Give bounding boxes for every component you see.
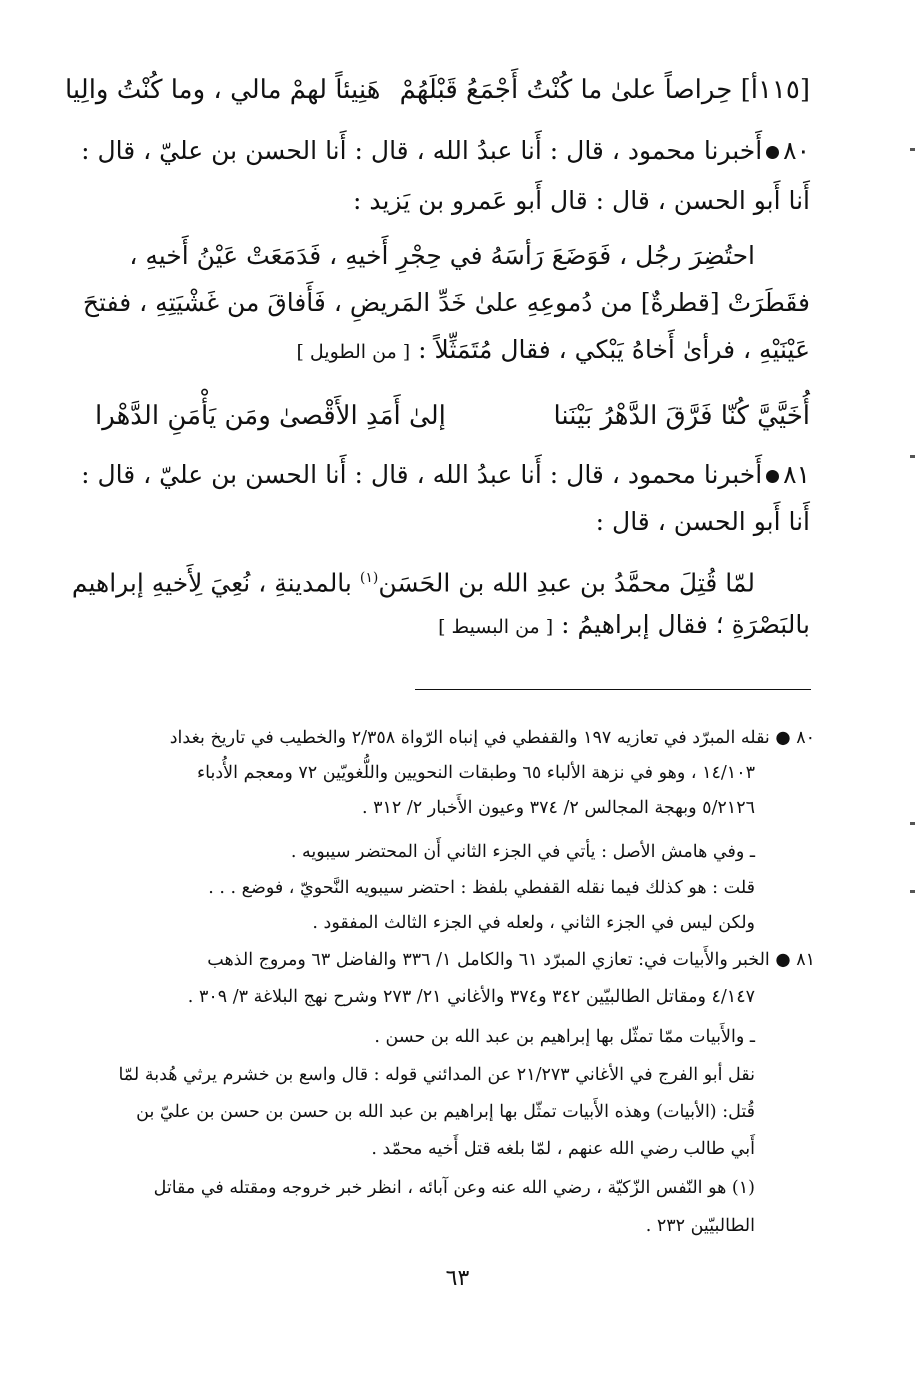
footnote-line: (١) هو النّفس الزّكيّة ، رضي الله عنه وعن آبائه ، انظر خبر خروجه ومقتله في مقاتل [153, 1178, 755, 1198]
margin-mark [910, 455, 915, 458]
footnote-line: قلت : هو كذلك فيما نقله القفطي بلفظ : احتضر سيبويه النَّحويّ ، فوضع . . . [208, 878, 755, 898]
verse-1-first-hemistich: [١١٥أ] حِراصاً علىٰ ما كُنْتُ أَجْمَعُ قَبْلَهُمْ [399, 75, 810, 105]
report-number: ٨١ [783, 460, 810, 489]
verse-1-second-hemistich: هَنِيئاً لهمْ مالي ، وما كُنْتُ والِيا [65, 75, 381, 105]
report-81-line-4 [60, 605, 810, 647]
footnote-line: الطالبيّين ٢٣٢ . [645, 1216, 755, 1236]
margin-mark [910, 890, 915, 893]
meter-label: [ من البسيط ] [438, 616, 554, 638]
verse-2-second-hemistich: إلىٰ أَمَدِ الأَقْصىٰ ومَن يَأْمَنِ الدَّهْرا [95, 401, 446, 431]
footnote-marker: (١) [359, 570, 379, 586]
margin-mark [910, 822, 915, 825]
meter-label: [ من الطويل ] [296, 341, 411, 363]
isnad-text: أَنا أَبو الحسن ، قال : [595, 507, 810, 536]
footnote-line: ٤/١٤٧ ومقاتل الطالبيّين ٣٤٢ و٣٧٤ والأغاني ٢١/ ٢٧٣ وشرح نهج البلاغة ٣/ ٣٠٩ . [187, 987, 755, 1007]
footnote-line: ـ والأَبيات ممّا تمثّل بها إبراهيم بن عبد الله بن حسن . [374, 1027, 755, 1047]
footnote-line: ١٤/١٠٣ ، وهو في نزهة الألباء ٦٥ وطبقات النحويين واللُّغويّين ٧٢ ومعجم الأُدباء [196, 763, 755, 783]
report-80-line-5 [60, 330, 810, 372]
verse-2 [60, 396, 810, 436]
footnote-separator [415, 689, 811, 690]
isnad-text: أَنا أَبو الحسن ، قال : قال أَبو عَمرو بن يَزيد : [352, 186, 810, 215]
report-80-line-2 [60, 181, 810, 221]
margin-mark [910, 148, 915, 151]
footnote-line: نقل أبو الفرج في الأغاني ٢١/٢٧٣ عن المدائني قوله : قال واسع بن خشرم يرثي هُدبة لمّا [118, 1065, 755, 1085]
footnote-line: ٥/٢١٢٦ وبهجة المجالس ٢/ ٣٧٤ وعيون الأَخبار ٢/ ٣١٢ . [361, 798, 755, 818]
narrative-text: احتُضِرَ رجُل ، فَوَضَعَ رَأسَهُ في حِجْرِ أَخيهِ ، فَدَمَعَتْ عَيْنُ أَخيهِ ، [129, 241, 755, 270]
footnote-line: ٨٠ ● نقله المبرّد في تعازيه ١٩٧ والقفطي في إنباه الرّواة ٢/٣٥٨ والخطيب في تاريخ بغداد [169, 728, 815, 748]
footnote-line: أَبي طالب رضي الله عنهم ، لمّا بلغه قتل أَخيه محمّد . [371, 1139, 755, 1159]
report-81-line-3 [60, 558, 755, 603]
narrative-text: بالمدينةِ ، نُعِيَ لِأَخيهِ إبراهيم [71, 568, 360, 598]
report-81-line-1 [60, 455, 810, 495]
isnad-text: أَخبرنا محمود ، قال : أَنا عبدُ الله ، قال : أَنا الحسن بن عليّ ، قال : [81, 136, 763, 165]
narrative-text: فقَطَرَتْ [قطرةٌ] من دُموعِهِ علىٰ خَدِّ المَريضِ ، فَأَفاقَ من غَشْيَتِهِ ، ففتحَ [82, 288, 810, 317]
bullet-icon [766, 146, 779, 159]
narrative-text: عَيْنَيْهِ ، فرأىٰ أَخاهُ يَبْكي ، فقال مُتَمَثِّلاً : [418, 335, 810, 364]
bullet-icon [766, 470, 779, 483]
footnote-line: ولكن ليس في الجزء الثاني ، ولعله في الجزء الثالث المفقود . [312, 913, 755, 933]
footnote-line: ٨١ ● الخبر والأَبيات في: تعازي المبرّد ٦١ والكامل ١/ ٣٣٦ والفاضل ٦٣ ومروج الذهب [207, 950, 815, 970]
isnad-text: أَخبرنا محمود ، قال : أَنا عبدُ الله ، قال : أَنا الحسن بن عليّ ، قال : [81, 460, 763, 489]
report-80-line-4 [60, 283, 810, 323]
report-81-line-2 [60, 502, 810, 542]
report-number: ٨٠ [783, 136, 810, 165]
verse-2-first-hemistich: أُخَيَّيَّ كُنّا فَرَّقَ الدَّهْرُ بَيْنَنا [553, 401, 810, 431]
footnote-line: ـ وفي هامش الأصل : يأتي في الجزء الثاني أَن المحتضر سيبويه . [290, 842, 755, 862]
report-80-line-1 [60, 131, 810, 171]
report-80-line-3 [60, 236, 755, 276]
footnote-line: قُتل: (الأبيات) وهذه الأَبيات تمثّل بها إبراهيم بن عبد الله بن حسن بن حسن بن عليّ بن [136, 1102, 755, 1122]
narrative-text: لمّا قُتِلَ محمَّدُ بن عبدِ الله بن الحَسَن [378, 568, 755, 598]
verse-1 [60, 70, 810, 110]
narrative-text: بالبَصْرَةِ ؛ فقال إبراهيمُ : [561, 610, 810, 639]
page-number: ٦٣ [445, 1266, 470, 1291]
